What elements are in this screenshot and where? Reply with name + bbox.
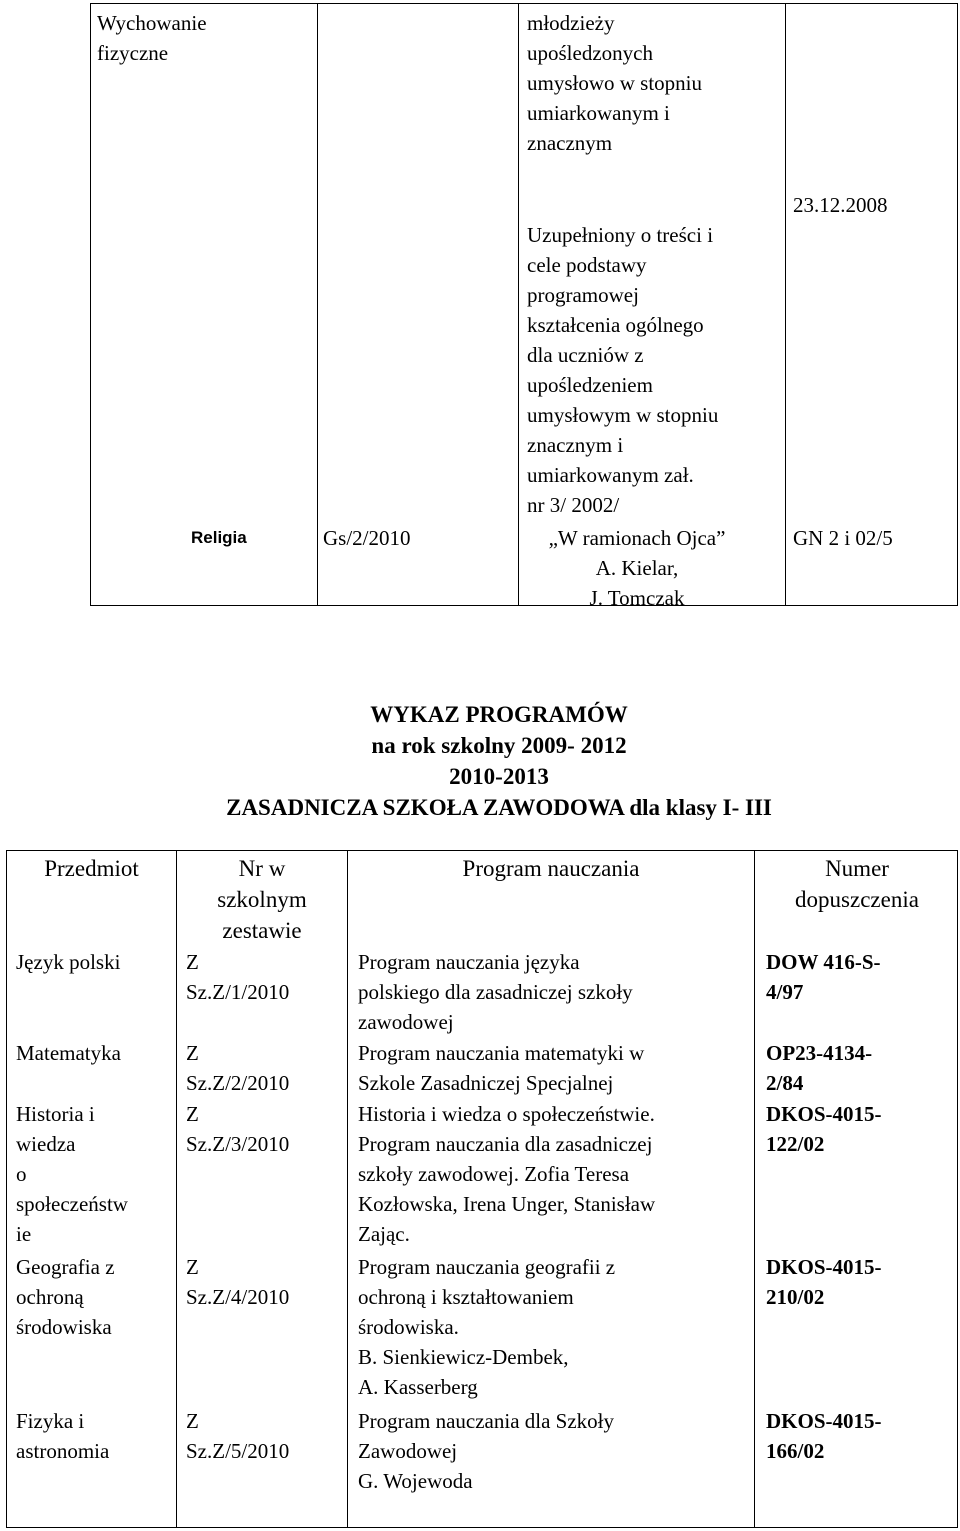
- date-cell: 23.12.2008: [793, 193, 888, 217]
- number-cell: Gs/2/2010: [323, 526, 411, 550]
- table-row-program: Program nauczania języka polskiego dla zasadniczej szkoły zawodowej: [358, 950, 633, 1034]
- table-row-number: Z Sz.Z/4/2010: [186, 1255, 290, 1309]
- table-row-subject: Fizyka i astronomia: [16, 1409, 110, 1463]
- table-row-approval: OP23-4134- 2/84: [766, 1041, 873, 1095]
- column-divider: [785, 4, 786, 605]
- column-divider: [518, 4, 519, 605]
- column-divider: [754, 851, 755, 1527]
- column-divider: [317, 4, 318, 605]
- table-row-subject: Matematyka: [16, 1041, 121, 1065]
- header-approval: Numer dopuszczenia: [795, 856, 919, 912]
- header-program: Program nauczania: [462, 856, 640, 881]
- school-name: ZASADNICZA SZKOŁA ZAWODOWA dla klasy I- III: [226, 795, 772, 820]
- table-row-subject: Historia i wiedza o społeczeństw ie: [16, 1102, 128, 1246]
- programs-table: [6, 850, 958, 1528]
- program-cell: Uzupełniony o treści i cele podstawy programowej kształcenia ogólnego dla uczniów z upośledzeniem umysłowym w stopniu znacznym i umiarkowanym zał. nr 3/ 2002/: [527, 223, 719, 517]
- list-title: WYKAZ PROGRAMÓW: [370, 702, 628, 727]
- table-row-number: Z Sz.Z/1/2010: [186, 950, 290, 1004]
- program-cell: młodzieży upośledzonych umysłowo w stopniu umiarkowanym i znacznym: [527, 11, 703, 155]
- school-year: na rok szkolny 2009- 2012: [371, 733, 627, 758]
- table-row-approval: DKOS-4015- 122/02: [766, 1102, 882, 1156]
- table-row-subject: Geografia z ochroną środowiska: [16, 1255, 115, 1339]
- subject-cell: Religia: [191, 528, 247, 547]
- table-row-approval: DKOS-4015- 210/02: [766, 1255, 882, 1309]
- column-divider: [347, 851, 348, 1527]
- table-row-program: Historia i wiedza o społeczeństwie. Program nauczania dla zasadniczej szkoły zawodowej. Zofia Teresa Kozłowska, Irena Unger, Stanisław Zając.: [358, 1102, 656, 1246]
- table-row-program: Program nauczania matematyki w Szkole Zasadniczej Specjalnej: [358, 1041, 645, 1095]
- table-row-number: Z Sz.Z/2/2010: [186, 1041, 290, 1095]
- table-row-subject: Język polski: [16, 950, 121, 974]
- table-row-number: Z Sz.Z/5/2010: [186, 1409, 290, 1463]
- school-year-second: 2010-2013: [449, 764, 549, 789]
- top-table: [90, 3, 958, 610]
- header-number: Nr w szkolnym zestawie: [217, 856, 307, 943]
- approval-cell: GN 2 i 02/5: [793, 526, 893, 550]
- table-row-program: Program nauczania geografii z ochroną i kształtowaniem środowiska. B. Sienkiewicz-Dembek, A. Kasserberg: [358, 1255, 616, 1399]
- table-row-approval: DKOS-4015- 166/02: [766, 1409, 882, 1463]
- table-row-program: Program nauczania dla Szkoły Zawodowej G. Wojewoda: [358, 1409, 614, 1493]
- subject-cell: Wychowanie fizyczne: [97, 11, 207, 65]
- header-subject: Przedmiot: [44, 856, 139, 881]
- table-row-approval: DOW 416-S- 4/97: [766, 950, 881, 1004]
- program-cell: „W ramionach Ojca” A. Kielar, J. Tomczak: [548, 526, 726, 610]
- table-row-number: Z Sz.Z/3/2010: [186, 1102, 290, 1156]
- column-divider: [176, 851, 177, 1527]
